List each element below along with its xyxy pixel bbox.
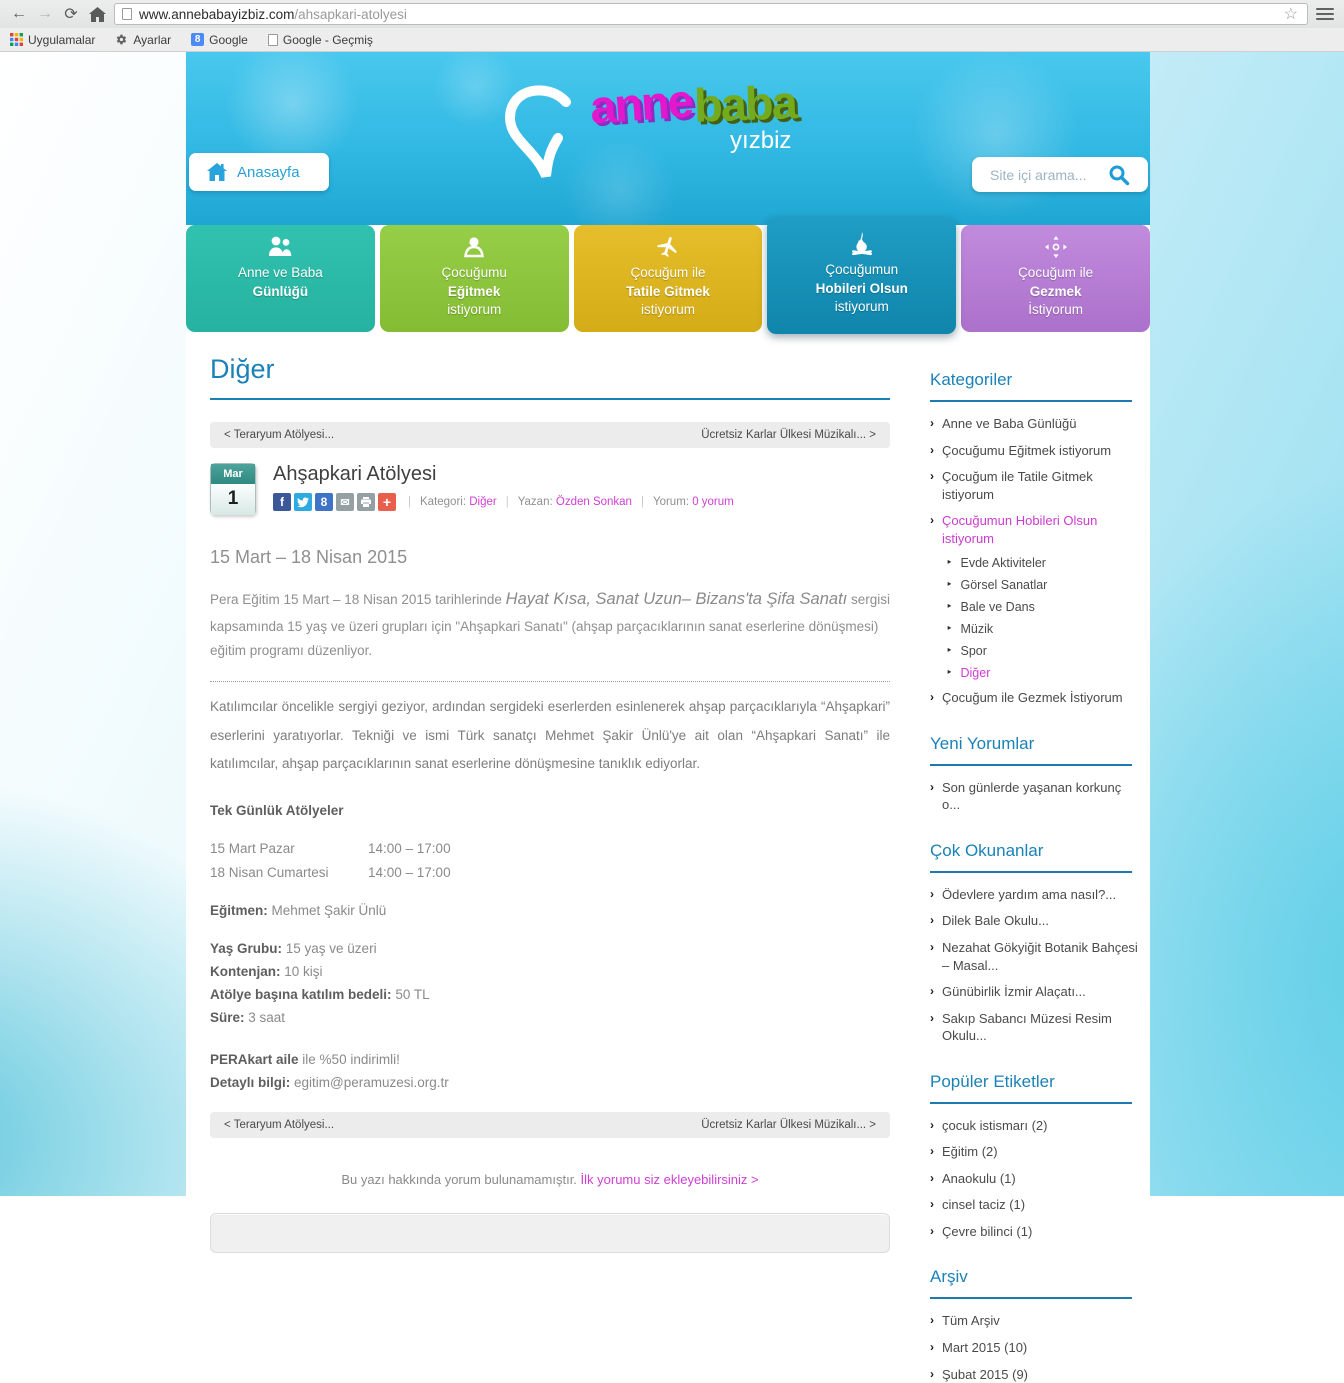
sidebar-subitem-gorsel-sanatlar[interactable]: ‣ Görsel Sanatlar <box>946 578 1138 592</box>
nav-anne-ve-baba-gunlugu[interactable] <box>186 225 375 332</box>
back-icon[interactable]: ← <box>11 5 27 22</box>
add-comment-link[interactable]: İlk yorumu siz ekleyebilirsiniz > <box>580 1172 759 1188</box>
twitter-share-icon[interactable] <box>294 493 312 511</box>
schedule-day: 18 Nisan Cumartesi <box>210 865 329 881</box>
site-column <box>186 52 1150 1382</box>
category-nav <box>186 225 1150 332</box>
search-input[interactable] <box>990 167 1108 183</box>
nav-line: Günlüğü <box>252 283 309 299</box>
email-share-icon[interactable]: ✉ <box>336 493 354 511</box>
popular-post-link[interactable]: › Dilek Bale Okulu... <box>930 912 1138 930</box>
house-icon <box>207 163 227 182</box>
home-nav-label: Anasayfa <box>237 163 300 181</box>
sidebar-heading: Yeni Yorumlar <box>930 733 1035 753</box>
event-dates-heading: 15 Mart – 18 Nisan 2015 <box>210 547 408 567</box>
popular-post-link[interactable]: › Günübirlik İzmir Alaçatı... <box>930 983 1138 1001</box>
post-pagination-bottom <box>210 1112 890 1138</box>
sidebar-subitem-evde-aktiviteler[interactable]: ‣ Evde Aktiviteler <box>946 556 1138 570</box>
browser-toolbar <box>0 0 1344 28</box>
nav-line: istiyorum <box>640 302 695 317</box>
sidebar-divider <box>930 1102 1132 1104</box>
nav-line: Çocuğum ile <box>1018 265 1094 280</box>
child-icon <box>380 234 569 260</box>
nav-line: Hobileri Olsun <box>815 280 908 296</box>
nav-line: Çocuğum ile <box>630 265 706 280</box>
nav-line: Çocuğumun <box>825 262 899 277</box>
page-icon <box>122 8 132 20</box>
schedule-row <box>210 841 890 856</box>
sidebar-section-cok-okunanlar <box>930 841 1138 1045</box>
nav-line: Gezmek <box>1029 283 1082 299</box>
tag-link[interactable]: › Eğitim (2) <box>930 1143 1138 1161</box>
calendar-icon <box>210 463 256 515</box>
sidebar-section-arsiv <box>930 1267 1138 1383</box>
sidebar-item-anne-ve-baba[interactable]: › Anne ve Baba Günlüğü <box>930 415 1138 433</box>
nav-gezmek[interactable] <box>961 225 1150 332</box>
site-header <box>186 52 1150 225</box>
home-nav-button[interactable] <box>189 153 329 191</box>
schedule-row <box>210 865 890 880</box>
sidebar-subitem-bale-ve-dans[interactable]: ‣ Bale ve Dans <box>946 600 1138 614</box>
site-search[interactable] <box>972 157 1148 192</box>
sidebar-item-hobileri-olsun[interactable]: › Çocuğumun Hobileri Olsun istiyorum <box>930 512 1138 547</box>
no-comments-note: Bu yazı hakkında yorum bulunamamıştır. İlk yorumu siz ekleyebilirsiniz > <box>341 1172 759 1188</box>
nav-line: Eğitmek <box>447 283 501 299</box>
next-post-link[interactable]: Ücretsiz Karlar Ülkesi Müzikalı... > <box>701 429 876 441</box>
sidebar-subitem-spor[interactable]: ‣ Spor <box>946 644 1138 658</box>
main-content <box>186 332 1150 1382</box>
explore-icon <box>961 234 1150 260</box>
tag-link[interactable]: › Çevre bilinci (1) <box>930 1223 1138 1241</box>
body-paragraph: Katılımcılar öncelikle sergiyi geziyor, ardından sergideki eserlerden esinlenerek ahşap parçacıklarıyla “Ahşapkari” eserlerini yaratıyorlar. Tekniği ve ismi Türk sanatçı Mehmet Şakir Ünlü'ye ait olan “Ahşapkari Sanatı” ile katılımcılar, ahşap parçacıklarının sanat eserlerine dönüşmesine tanıklık ediyorlar. <box>210 681 890 778</box>
sidebar-heading: Kategoriler <box>930 370 1013 389</box>
apps-grid-icon <box>10 33 23 46</box>
gear-icon <box>115 33 128 46</box>
logo-baba: baba <box>692 75 797 132</box>
bookmarks-bar <box>0 28 1344 52</box>
fee-line: Atölye başına katılım bedeli: 50 TL <box>210 987 430 1003</box>
prev-post-link[interactable]: < Teraryum Atölyesi... <box>224 429 335 441</box>
recent-comment-link[interactable]: › Son günlerde yaşanan korkunç o... <box>930 779 1138 814</box>
bookmark-label: Google <box>209 32 248 47</box>
bookmark-label: Uygulamalar <box>28 32 96 47</box>
nav-line: Anne ve Baba <box>237 265 323 280</box>
schedule-time: 14:00 – 17:00 <box>368 841 451 857</box>
popular-post-link[interactable]: › Nezahat Gökyiğit Botanik Bahçesi – Masal... <box>930 939 1138 974</box>
sidebar-subitem-muzik[interactable]: ‣ Müzik <box>946 622 1138 636</box>
bookmark-apps[interactable] <box>10 33 95 47</box>
forward-icon[interactable]: → <box>37 5 53 22</box>
nav-line: İstiyorum <box>1028 302 1083 317</box>
author-label: Yazan: <box>517 496 553 508</box>
nav-line: istiyorum <box>447 302 502 317</box>
archive-link-subat-2015[interactable]: › Şubat 2015 (9) <box>930 1366 1138 1383</box>
heart-logo-icon <box>496 80 604 192</box>
share-plus-icon[interactable]: + <box>378 493 396 511</box>
tag-link[interactable]: › cinsel taciz (1) <box>930 1196 1138 1214</box>
parents-icon <box>186 234 375 260</box>
title-divider <box>210 398 890 400</box>
nav-line: Tatile Gitmek <box>626 283 710 299</box>
meta-separator: | <box>408 496 411 508</box>
prev-post-link[interactable]: < Teraryum Atölyesi... <box>224 1119 335 1132</box>
archive-link-mart-2015[interactable]: › Mart 2015 (10) <box>930 1339 1138 1357</box>
page-background <box>0 52 1344 1382</box>
logo-anne: anne <box>588 73 694 134</box>
facebook-share-icon[interactable]: f <box>273 493 291 511</box>
calendar-day: 1 <box>211 484 255 515</box>
url-path: /ahsapkari-atolyesi <box>294 6 407 22</box>
sidebar-item-gezmek[interactable]: › Çocuğum ile Gezmek İstiyorum <box>930 689 1138 707</box>
workshops-heading: Tek Günlük Atölyeler <box>210 803 344 819</box>
article-column <box>210 354 890 1196</box>
sidebar-item-egitmek[interactable]: › Çocuğumu Eğitmek istiyorum <box>930 442 1138 460</box>
schedule-time: 14:00 – 17:00 <box>368 865 451 881</box>
plane-icon <box>574 234 763 260</box>
category-link[interactable]: Diğer <box>469 496 497 508</box>
article-meta <box>273 493 734 511</box>
bookmark-google-history[interactable] <box>268 33 373 47</box>
sidebar-heading: Arşiv <box>930 1267 968 1287</box>
bookmark-star-icon[interactable]: ☆ <box>1283 6 1298 23</box>
nav-tatile-gitmek[interactable] <box>574 225 763 332</box>
article-header <box>210 463 890 515</box>
url-domain: www.annebabayizbiz.com <box>139 6 295 22</box>
bookmark-google[interactable] <box>191 33 248 47</box>
schedule-day: 15 Mart Pazar <box>210 841 295 857</box>
exhibition-name: Hayat Kısa, Sanat Uzun– Bizans'ta Şifa Sanatı <box>505 590 848 608</box>
discount-line: PERAkart aile ile %50 indirimli! <box>210 1052 400 1068</box>
comment-form-box[interactable] <box>210 1213 890 1253</box>
category-label: Kategori: <box>420 496 467 508</box>
browser-menu-icon[interactable] <box>1316 5 1334 23</box>
popular-post-link[interactable]: › Ödevlere yardım ama nasıl?... <box>930 886 1138 904</box>
search-icon[interactable] <box>1108 164 1130 186</box>
author-link[interactable]: Özden Sonkan <box>555 496 632 508</box>
sidebar-divider <box>930 1297 1132 1299</box>
sidebar-divider <box>930 871 1132 873</box>
next-post-link[interactable]: Ücretsiz Karlar Ülkesi Müzikalı... > <box>701 1119 876 1132</box>
sidebar-item-tatile-gitmek[interactable]: › Çocuğum ile Tatile Gitmek istiyorum <box>930 468 1138 503</box>
intro-paragraph: Pera Eğitim 15 Mart – 18 Nisan 2015 tarihlerinde Hayat Kısa, Sanat Uzun– Bizans'ta Şifa Sanatı sergisi kapsamında 15 yaş ve üzeri grupları için "Ahşapkari Sanatı" (ahşap parçacıklarının sanat eserlerine dönüşmesi) eğitim programı düzenliyor. <box>210 590 891 659</box>
nav-line: Çocuğumu <box>441 265 507 280</box>
sidebar-section-yeni-yorumlar <box>930 734 1138 814</box>
sidebar-divider <box>930 400 1132 402</box>
meta-separator: | <box>640 496 644 508</box>
reload-icon[interactable]: ⟳ <box>64 6 78 23</box>
comments-label: Yorum: <box>652 496 689 508</box>
article-title: Ahşapkari Atölyesi <box>273 463 437 485</box>
google-favicon: 8 <box>191 33 204 46</box>
sidebar-subitem-diger[interactable]: ‣ Diğer <box>946 666 1138 680</box>
home-icon[interactable] <box>84 7 110 22</box>
bookmark-label: Google - Geçmiş <box>282 32 373 47</box>
tag-link[interactable]: › çocuk istismarı (2) <box>930 1117 1138 1135</box>
print-icon[interactable] <box>357 493 375 511</box>
archive-link-all[interactable]: › Tüm Arşiv <box>930 1312 1138 1330</box>
page-title: Diğer <box>210 354 275 384</box>
comments-link[interactable]: 0 yorum <box>692 496 734 508</box>
calendar-month: Mar <box>211 464 255 484</box>
schedule-table <box>210 841 890 880</box>
sidebar-divider <box>930 764 1132 766</box>
tag-link[interactable]: › Anaokulu (1) <box>930 1170 1138 1188</box>
nav-cocugumu-egitmek[interactable] <box>380 225 569 332</box>
sidebar-section-populer-etiketler <box>930 1072 1138 1241</box>
logo-yizbiz: yızbiz <box>730 127 792 154</box>
post-pagination-top <box>210 422 890 448</box>
campfire-icon <box>767 231 956 257</box>
doc-icon <box>268 34 278 46</box>
url-bar[interactable] <box>114 3 1308 25</box>
bookmark-settings[interactable] <box>115 33 171 47</box>
sidebar-section-kategoriler <box>930 370 1138 707</box>
contact-line: Detaylı bilgi: egitim@peramuzesi.org.tr <box>210 1075 449 1091</box>
instructor-line: Eğitmen: Mehmet Şakir Ünlü <box>210 903 387 919</box>
googleplus-share-icon[interactable]: 8 <box>315 493 333 511</box>
sidebar-heading: Popüler Etiketler <box>930 1071 1055 1091</box>
nav-line: istiyorum <box>834 299 889 314</box>
age-group-line: Yaş Grubu: 15 yaş ve üzeri <box>210 941 377 957</box>
sidebar-heading: Çok Okunanlar <box>930 840 1044 860</box>
bookmark-label: Ayarlar <box>133 32 172 47</box>
duration-line: Süre: 3 saat <box>210 1010 286 1026</box>
capacity-line: Kontenjan: 10 kişi <box>210 964 323 980</box>
site-logo[interactable] <box>496 73 797 192</box>
popular-post-link[interactable]: › Sakıp Sabancı Müzesi Resim Okulu... <box>930 1010 1138 1045</box>
nav-hobileri-olsun[interactable] <box>767 218 956 334</box>
sidebar <box>930 354 1138 1382</box>
meta-separator: | <box>505 496 509 508</box>
